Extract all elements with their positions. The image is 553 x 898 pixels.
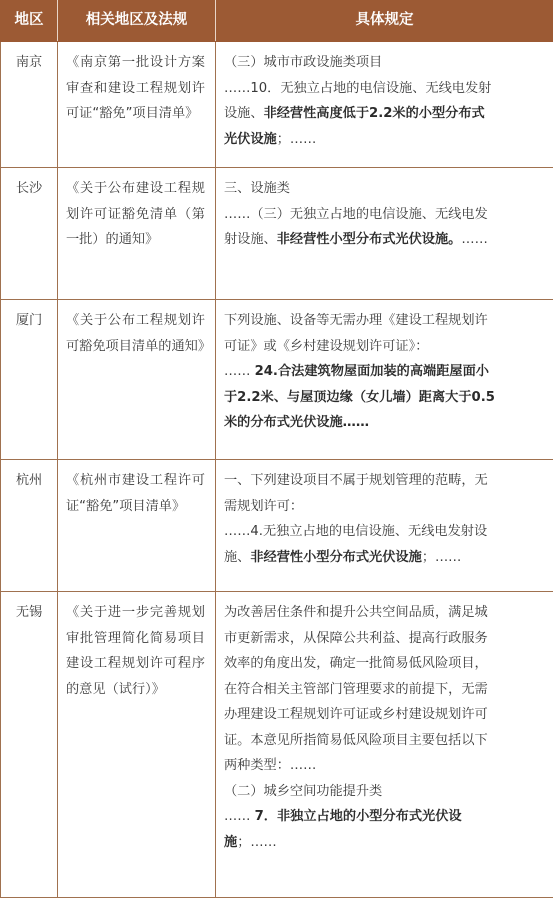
rule-line	[224, 227, 547, 253]
rule-line	[224, 545, 547, 571]
rule-emphasis: 7．非独立占地的小型分布式光伏设	[255, 809, 462, 824]
rule-text: ……	[224, 809, 250, 824]
header-region: 地区	[1, 1, 58, 42]
rule-line: 证。本意见所指简易低风险项目主要包括以下	[224, 728, 547, 754]
rule-line	[224, 410, 547, 436]
rule-text: ；……	[237, 835, 277, 850]
table-row	[1, 42, 553, 168]
table-header-row	[1, 1, 553, 42]
rule-line: （三）城市市政设施类项目	[224, 50, 547, 76]
law-cell: 《关于公布工程规划许可豁免项目清单的通知》	[58, 300, 216, 460]
region-cell: 无锡	[1, 592, 58, 898]
rule-text: 施、	[224, 550, 250, 565]
rule-text: 射设施、	[224, 232, 277, 247]
header-laws: 相关地区及法规	[58, 1, 216, 42]
table-row	[1, 460, 553, 592]
rule-line	[224, 385, 547, 411]
rule-emphasis: 24.合法建筑物屋面加装的高端距屋面小	[255, 364, 489, 379]
table-row	[1, 168, 553, 300]
rule-emphasis: 非经营性高度低于2.2米的小型分布式	[264, 106, 485, 121]
rule-line: ……4.无独立占地的电信设施、无线电发射设	[224, 519, 547, 545]
rule-line: 需规划许可：	[224, 494, 547, 520]
law-cell: 《南京第一批设计方案审查和建设工程规划许可证“豁免”项目清单》	[58, 42, 216, 168]
table-row	[1, 300, 553, 460]
rule-cell	[216, 460, 553, 592]
rule-emphasis: 于2.2米、与屋顶边缘（女儿墙）距离大于0.5	[224, 390, 495, 405]
rule-line: ……（三）无独立占地的电信设施、无线电发	[224, 202, 547, 228]
table-row	[1, 592, 553, 898]
rule-line: 效率的角度出发，确定一批简易低风险项目，	[224, 651, 547, 677]
rule-line: 可证》或《乡村建设规划许可证》：	[224, 334, 547, 360]
rule-line	[224, 101, 547, 127]
region-cell: 南京	[1, 42, 58, 168]
rule-emphasis: 非经营性小型分布式光伏设施。	[277, 232, 462, 247]
rule-text: ……	[461, 232, 487, 247]
rule-line: 办理建设工程规划许可证或乡村建设规划许可	[224, 702, 547, 728]
rule-text: 设施、	[224, 106, 264, 121]
rule-line: 一、下列建设项目不属于规划管理的范畴，无	[224, 468, 547, 494]
law-cell: 《杭州市建设工程许可证“豁免”项目清单》	[58, 460, 216, 592]
rule-cell	[216, 168, 553, 300]
rule-line	[224, 830, 547, 856]
rule-line	[224, 127, 547, 153]
region-cell: 杭州	[1, 460, 58, 592]
rule-text: ……	[224, 364, 250, 379]
rule-line: 下列设施、设备等无需办理《建设工程规划许	[224, 308, 547, 334]
rule-line: 在符合相关主管部门管理要求的前提下，无需	[224, 677, 547, 703]
rule-text: ；……	[277, 132, 317, 147]
rule-cell	[216, 592, 553, 898]
rule-line: （二）城乡空间功能提升类	[224, 779, 547, 805]
rule-line	[224, 359, 547, 385]
rule-line: 两种类型：……	[224, 753, 547, 779]
rule-cell	[216, 300, 553, 460]
rule-emphasis: 非经营性小型分布式光伏设施	[250, 550, 421, 565]
header-rules: 具体规定	[216, 1, 553, 42]
rule-emphasis: 米的分布式光伏设施……	[224, 415, 369, 430]
law-cell: 《关于公布建设工程规划许可证豁免清单（第一批）的通知》	[58, 168, 216, 300]
region-cell: 长沙	[1, 168, 58, 300]
law-cell: 《关于进一步完善规划审批管理简化简易项目建设工程规划许可程序的意见（试行）》	[58, 592, 216, 898]
rule-emphasis: 施	[224, 835, 237, 850]
rule-line: ……10．无独立占地的电信设施、无线电发射	[224, 76, 547, 102]
rule-line: 市更新需求，从保障公共利益、提高行政服务	[224, 626, 547, 652]
region-cell: 厦门	[1, 300, 58, 460]
rule-line: 三、设施类	[224, 176, 547, 202]
rule-cell	[216, 42, 553, 168]
rule-emphasis: 光伏设施	[224, 132, 277, 147]
rule-text: ；……	[422, 550, 462, 565]
rule-line: 为改善居住条件和提升公共空间品质，满足城	[224, 600, 547, 626]
rule-line	[224, 804, 547, 830]
